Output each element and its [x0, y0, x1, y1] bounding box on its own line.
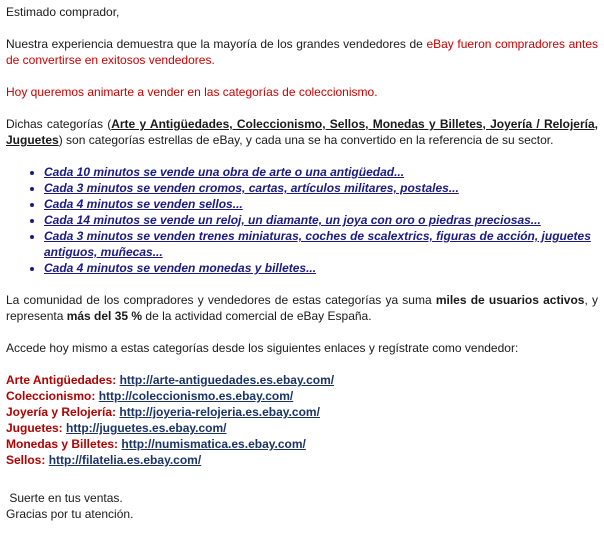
invite-line: Hoy queremos animarte a vender en las categorías de coleccionismo.: [6, 85, 378, 99]
category-url-link[interactable]: http://filatelia.es.ebay.com/: [48, 453, 202, 467]
closing: [6, 490, 598, 522]
categories-prefix: Dichas categorías (: [6, 117, 112, 131]
link-label: Juguetes:: [6, 421, 63, 435]
brand-ebay: eBay: [426, 37, 454, 51]
feature-list: [6, 164, 598, 276]
community-text: de la actividad comercial de eBay España.: [142, 309, 372, 323]
intro-suffix: fueron compradores antes de convertirse en exitosos vendedores.: [6, 37, 598, 67]
list-item: [44, 228, 598, 260]
feature-link[interactable]: Cada 14 minutos se vende un reloj, un diamante, un joya con oro o piedras preciosas...: [44, 213, 541, 227]
link-label: Joyería y Relojería:: [6, 405, 117, 419]
intro-paragraph: [6, 36, 598, 68]
greeting: Estimado comprador,: [6, 5, 120, 19]
community-text: La comunidad de los compradores y vendedores de estas categorías ya suma: [6, 293, 436, 307]
categories-list: Arte y Antigüedades, Coleccionismo, Sellos, Monedas y Billetes, Joyería / Relojería, Juguetes: [6, 117, 598, 147]
category-url-link[interactable]: http://juguetes.es.ebay.com/: [66, 421, 227, 435]
feature-link[interactable]: Cada 4 minutos se venden monedas y billetes...: [44, 261, 317, 275]
closing-line: Gracias por tu atención.: [6, 507, 134, 521]
link-label: Sellos:: [6, 453, 46, 467]
link-row: [6, 372, 598, 388]
list-item: [44, 212, 598, 228]
list-item: [44, 260, 598, 276]
community-text: , y representa: [6, 293, 599, 323]
link-row: [6, 420, 598, 436]
list-item: [44, 164, 598, 180]
list-item: [44, 196, 598, 212]
categories-suffix: ) son categorías estrellas de eBay, y cada una se ha convertido en la referencia de su sector.: [58, 133, 554, 147]
list-item: [44, 180, 598, 196]
category-url-link[interactable]: http://arte-antiguedades.es.ebay.com/: [119, 373, 335, 387]
community-highlight-percent: más del 35 %: [66, 309, 143, 323]
link-label: Monedas y Billetes:: [6, 437, 119, 451]
link-row: [6, 388, 598, 404]
intro-prefix: Nuestra experiencia demuestra que la mayoría de los grandes vendedores de: [6, 37, 427, 51]
link-label: Coleccionismo:: [6, 389, 96, 403]
category-url-link[interactable]: http://joyeria-relojeria.es.ebay.com/: [119, 405, 320, 419]
link-row: [6, 452, 598, 468]
feature-link[interactable]: Cada 3 minutos se venden trenes miniaturas, coches de scalextrics, figuras de acción, juguetes antiguos, muñecas...: [44, 229, 591, 259]
link-label: Arte Antigüedades:: [6, 373, 117, 387]
community-paragraph: [6, 292, 598, 324]
community-highlight-users: miles de usuarios activos: [435, 293, 585, 307]
category-url-link[interactable]: http://numismatica.es.ebay.com/: [121, 437, 306, 451]
link-row: [6, 436, 598, 452]
link-row: [6, 404, 598, 420]
category-links: [6, 372, 598, 468]
category-url-link[interactable]: http://coleccionismo.es.ebay.com/: [98, 389, 294, 403]
categories-paragraph: [6, 116, 598, 148]
feature-link[interactable]: Cada 10 minutos se vende una obra de arte o una antigüedad...: [44, 165, 405, 179]
feature-link[interactable]: Cada 3 minutos se venden cromos, cartas, artículos militares, postales...: [44, 181, 459, 195]
access-paragraph: Accede hoy mismo a estas categorías desde los siguientes enlaces y regístrate como vendedor:: [6, 341, 519, 355]
feature-link[interactable]: Cada 4 minutos se venden sellos...: [44, 197, 243, 211]
closing-line: Suerte en tus ventas.: [6, 491, 123, 505]
